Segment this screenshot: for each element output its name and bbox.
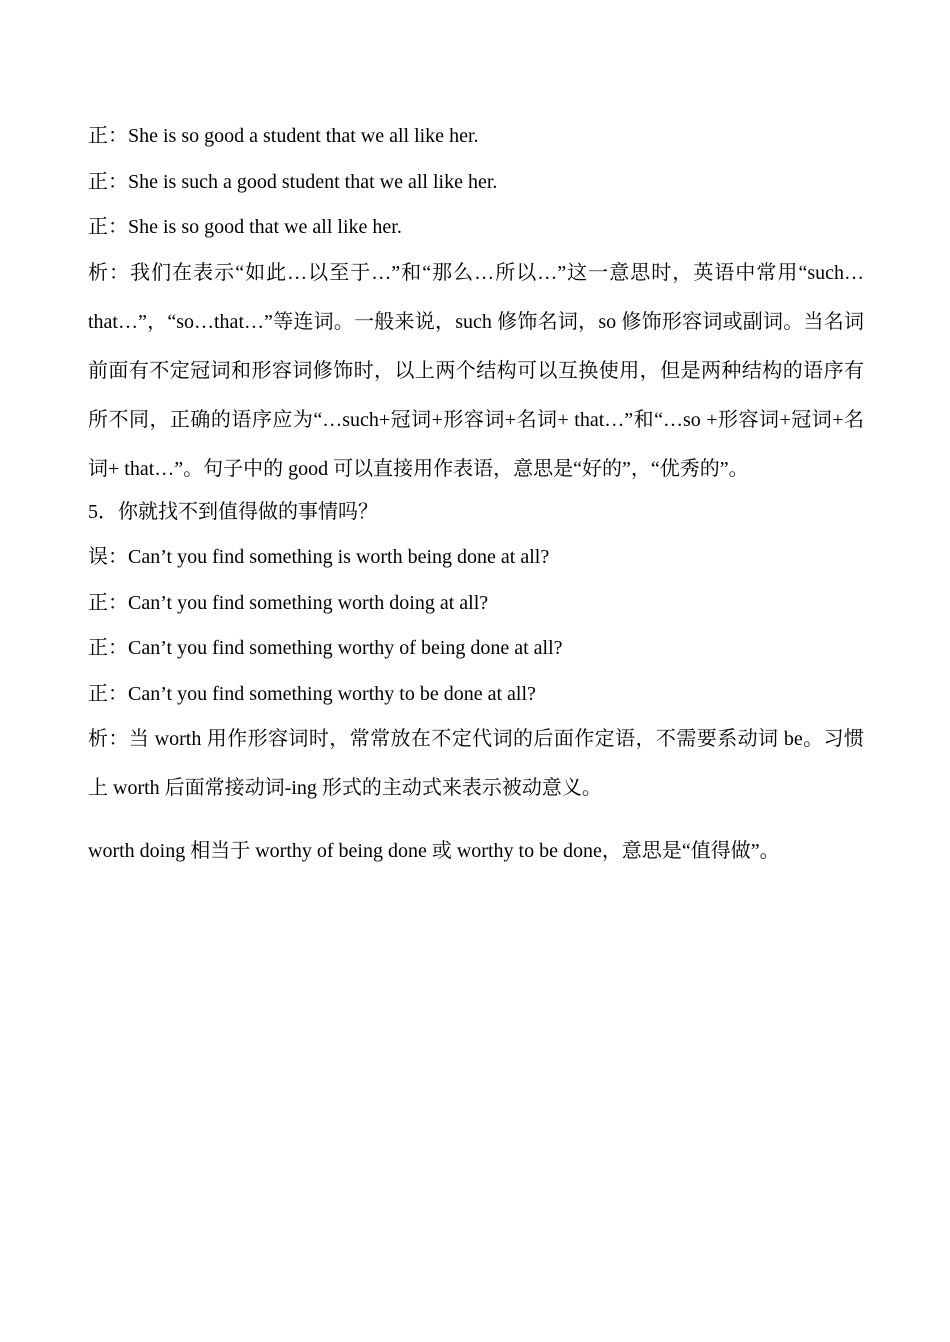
closing-note: worth doing 相当于 worthy of being done 或 worthy to be done，意思是“值得做”。 xyxy=(88,840,780,862)
document-body xyxy=(88,118,864,870)
example-sentence-correct-3: 正：She is so good that we all like her. xyxy=(88,216,402,238)
question-5-heading: 5．你就找不到值得做的事情吗？ xyxy=(88,500,378,523)
example-sentence-correct-5: 正：Can’t you find something worthy of being done at all? xyxy=(88,637,563,659)
example-sentence-correct-2: 正：She is such a good student that we all like her. xyxy=(88,170,498,193)
example-sentence-wrong: 误：Can’t you find something is worth being done at all? xyxy=(88,546,550,568)
example-sentence-correct-4: 正：Can’t you find something worth doing at all? xyxy=(88,591,489,614)
example-sentence-correct-1: 正：She is so good a student that we all like her. xyxy=(88,125,479,147)
example-sentence-correct-6: 正：Can’t you find something worthy to be done at all? xyxy=(88,682,536,705)
analysis-paragraph-1: 析：我们在表示“如此…以至于…”和“那么…所以…”这一意思时，英语中常用“such…that…”，“so…that…”等连词。一般来说，such 修饰名词，so 修饰形容词或副词。当名词前面有不定冠词和形容词修饰时，以上两个结构可以互换使用，但是两种结构的语序有所不同，正确的语序应为“…such+冠词+形容词+名词+ that…”和“…so +形容词+冠词+名词+ that…”。句子中的 good 可以直接用作表语，意思是“好的”，“优秀的”。 xyxy=(88,261,864,480)
analysis-paragraph-2: 析：当 worth 用作形容词时，常常放在不定代词的后面作定语，不需要系动词 be。习惯上 worth 后面常接动词-ing 形式的主动式来表示被动意义。 xyxy=(88,728,864,799)
